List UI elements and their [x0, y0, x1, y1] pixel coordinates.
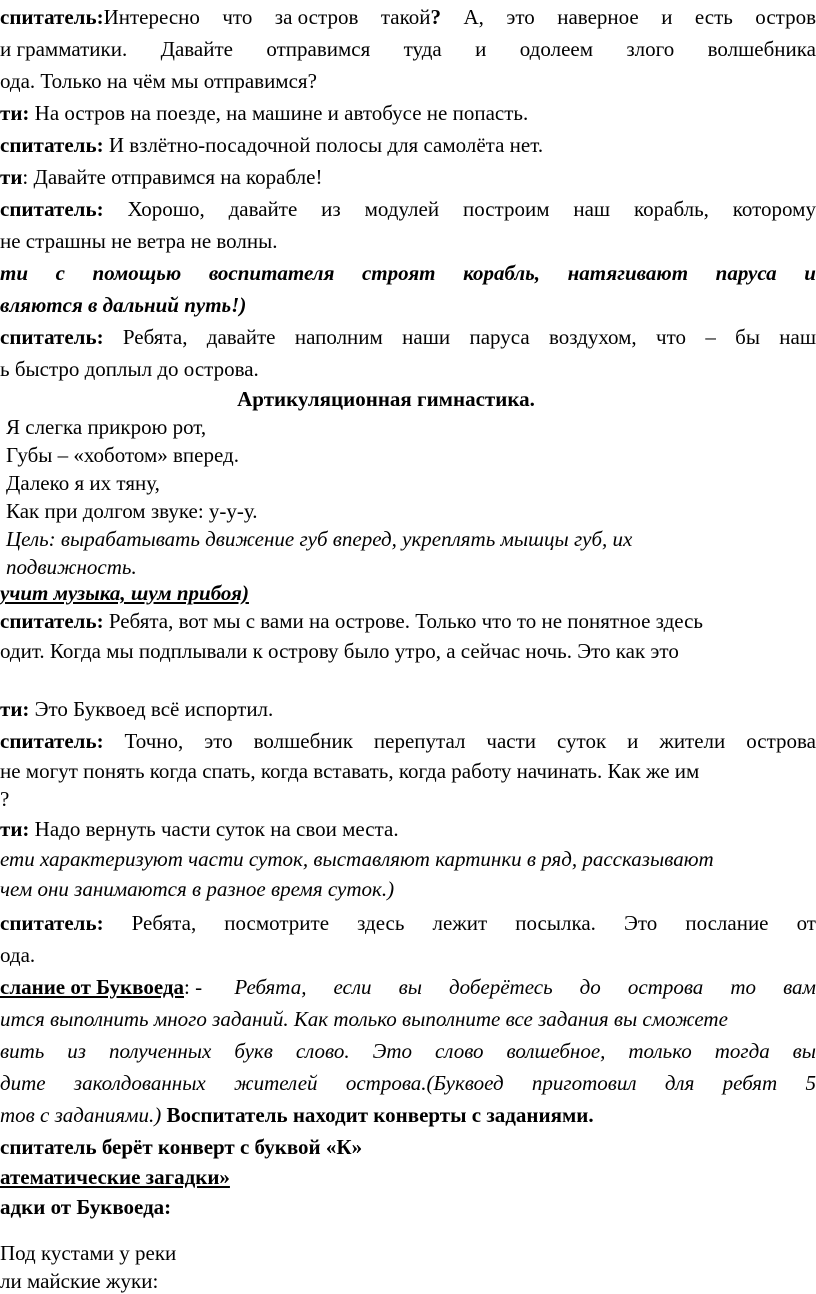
dialogue-line: спитатель: Ребята, посмотрите здесь лежит посылка. Это послание от	[0, 911, 816, 935]
letter-line: вить из полученных букв слово. Это слово волшебное, только тогда вы	[0, 1039, 816, 1063]
dialogue-line: спитатель: Ребята, давайте наполним наши паруса воздухом, что – бы наш	[0, 325, 816, 349]
paragraph-line: одит. Когда мы подплывали к острову было утро, а сейчас ночь. Это как это	[0, 639, 679, 663]
paragraph-line: ?	[0, 787, 10, 811]
dialogue-line: спитатель: И взлётно-посадочной полосы для самолёта нет.	[0, 133, 544, 157]
dialogue-line: ти: Давайте отправимся на корабле!	[0, 165, 323, 189]
verse-line: Как при долгом звуке: у-у-у.	[6, 499, 258, 523]
paragraph-line: ода. Только на чём мы отправимся?	[0, 69, 317, 93]
dialogue-line: спитатель: Точно, это волшебник перепутал части суток и жители острова	[0, 729, 816, 753]
paragraph-line: не могут понять когда спать, когда вставать, когда работу начинать. Как же им	[0, 759, 700, 783]
paragraph-line: не страшны не ветра не волны.	[0, 229, 278, 253]
riddle-line: ли майские жуки:	[0, 1269, 159, 1293]
goal-line: Цель: вырабатывать движение губ вперед, укреплять мышцы губ, их	[6, 527, 633, 551]
letter-line: дите заколдованных жителей острова.(Буквоед приготовил для ребят 5	[0, 1071, 816, 1095]
letter-line: ится выполнить много заданий. Как только выполните все задания вы сможете	[0, 1007, 728, 1031]
dialogue-line: спитатель: Ребята, вот мы с вами на острове. Только что то не понятное здесь	[0, 609, 704, 633]
stage-direction: вляются в дальний путь!)	[0, 293, 247, 317]
paragraph-line: спитатель:Интересно что за остров такой? А, это наверное и есть остров	[0, 5, 816, 29]
section-heading: Артикуляционная гимнастика.	[237, 387, 535, 411]
verse-line: Я слегка прикрою рот,	[6, 415, 207, 439]
dialogue-line: ти: Это Буквоед всё испортил.	[0, 697, 274, 721]
letter-line: слание от Буквоеда: - Ребята, если вы доберётесь до острова то вам	[0, 975, 816, 999]
task-subtitle: адки от Буквоеда:	[0, 1195, 172, 1219]
dialogue-line: ти: Надо вернуть части суток на свои места.	[0, 817, 399, 841]
goal-line: подвижность.	[6, 555, 137, 579]
dialogue-line: ти: На остров на поезде, на машине и автобусе не попасть.	[0, 101, 529, 125]
stage-direction: учит музыка, шум прибоя)	[0, 581, 249, 605]
action-line: спитатель берёт конверт с буквой «К»	[0, 1135, 363, 1159]
dialogue-line: спитатель: Хорошо, давайте из модулей построим наш корабль, которому	[0, 197, 816, 221]
task-title: атематические загадки»	[0, 1165, 230, 1189]
stage-direction: ти с помощью воспитателя строят корабль, натягивают паруса и	[0, 261, 816, 285]
paragraph-line: ода.	[0, 943, 36, 967]
verse-line: Далеко я их тяну,	[6, 471, 160, 495]
stage-direction: ети характеризуют части суток, выставляют картинки в ряд, рассказывают	[0, 847, 714, 871]
verse-line: Губы – «хоботом» вперед.	[6, 443, 239, 467]
paragraph-line: и грамматики. Давайте отправимся туда и одолеем злого волшебника	[0, 37, 816, 61]
riddle-line: Под кустами у реки	[0, 1241, 177, 1265]
stage-direction: чем они занимаются в разное время суток.)	[0, 877, 395, 901]
letter-line: тов с заданиями.) Воспитатель находит конверты с заданиями.	[0, 1103, 594, 1127]
paragraph-line: ь быстро доплыл до острова.	[0, 357, 259, 381]
